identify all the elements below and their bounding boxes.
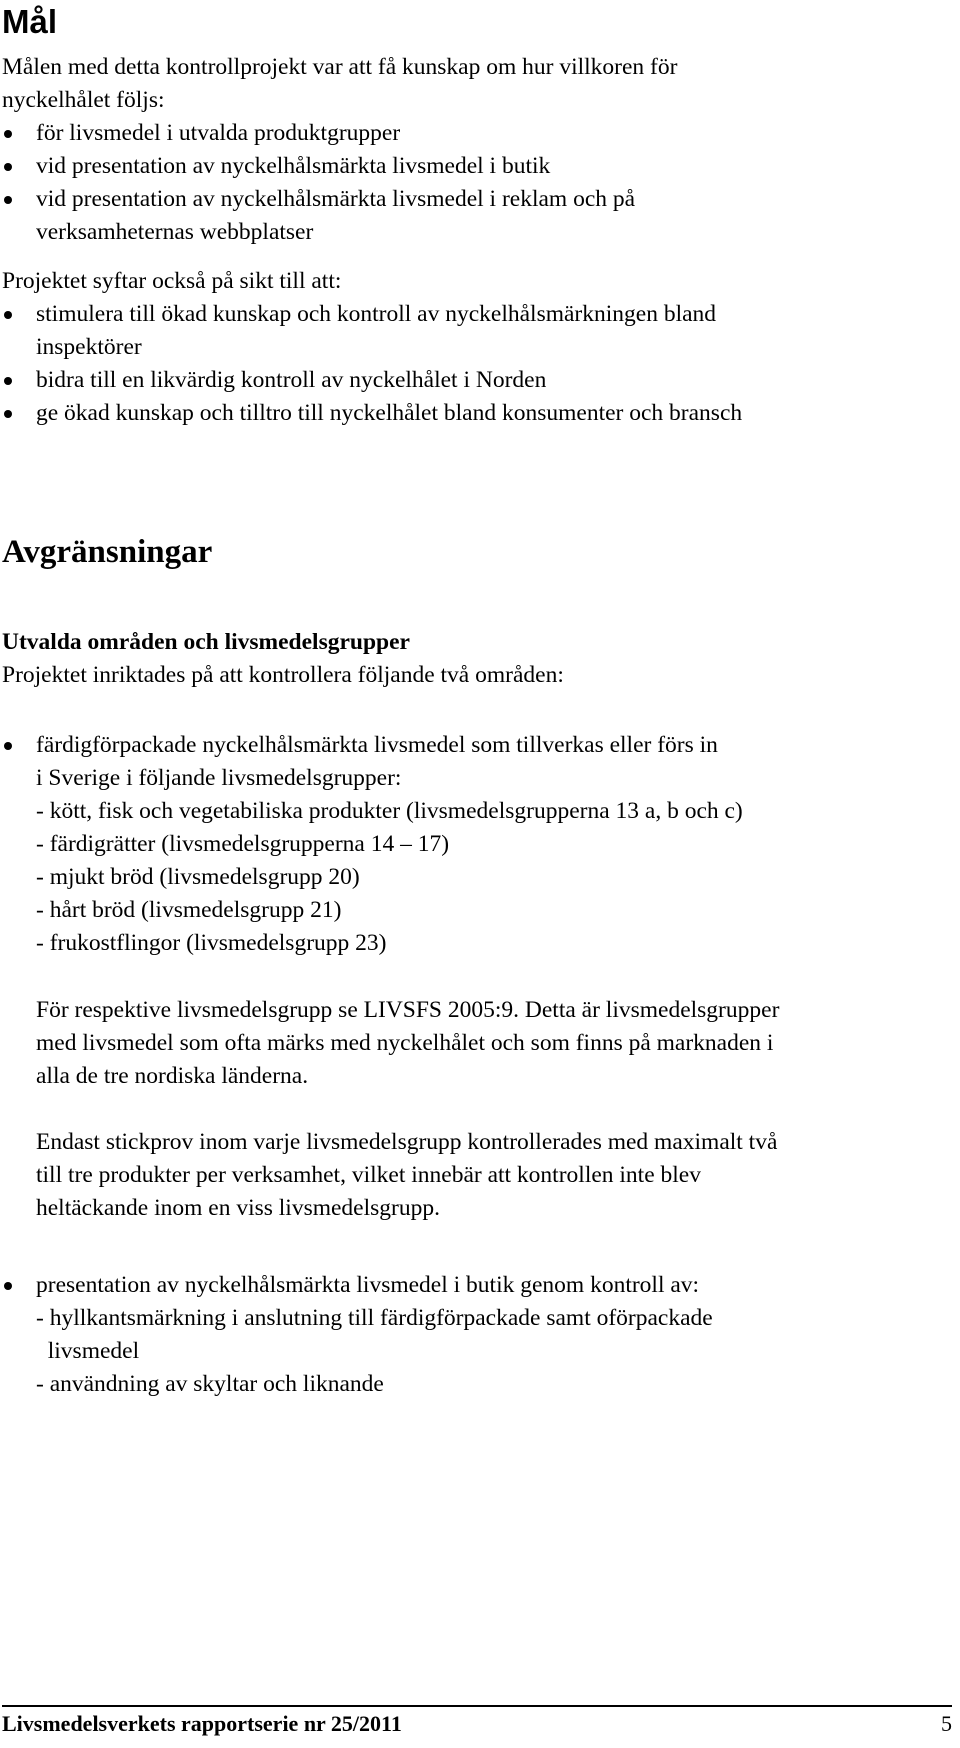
- list-item-continuation: verksamheternas webbplatser: [36, 219, 314, 245]
- text-line: heltäckande inom en viss livsmedelsgrupp.: [36, 1195, 440, 1221]
- list-item: stimulera till ökad kunskap och kontroll av nyckelhålsmärkningen bland: [2, 298, 952, 331]
- area2-list: [2, 1269, 952, 1401]
- area1-paragraph-1: [2, 994, 952, 1093]
- list-item-continuation: inspektörer: [36, 334, 142, 360]
- list-item-continuation: - kött, fisk och vegetabiliska produkter (livsmedelsgrupperna 13 a, b och c): [36, 798, 743, 824]
- footer-divider: [2, 1705, 952, 1707]
- area1-list: [2, 729, 952, 960]
- mal-intro: [2, 51, 952, 117]
- text-line: Projektet inriktades på att kontrollera följande två områden:: [2, 662, 564, 688]
- page-footer: [2, 1709, 952, 1739]
- text-line: till tre produkter per verksamhet, vilket innebär att kontrollen inte blev: [36, 1162, 701, 1188]
- list-item: bidra till en likvärdig kontroll av nyckelhålet i Norden: [2, 364, 952, 397]
- list-item-continuation: i Sverige i följande livsmedelsgrupper:: [36, 765, 402, 791]
- mal-bullet-list: [2, 117, 952, 249]
- text-line: För respektive livsmedelsgrupp se LIVSFS 2005:9. Detta är livsmedelsgrupper: [36, 997, 780, 1023]
- area1-paragraph-2: [2, 1126, 952, 1225]
- text-line: med livsmedel som ofta märks med nyckelhålet och som finns på marknaden i: [36, 1030, 774, 1056]
- list-item-continuation: - färdigrätter (livsmedelsgrupperna 14 – 17): [36, 831, 450, 857]
- text-line: Endast stickprov inom varje livsmedelsgrupp kontrollerades med maximalt två: [36, 1129, 778, 1155]
- heading-avgransningar: Avgränsningar: [2, 534, 213, 570]
- list-item: presentation av nyckelhålsmärkta livsmedel i butik genom kontroll av:: [2, 1269, 952, 1302]
- list-item-continuation: - hyllkantsmärkning i anslutning till färdigförpackade samt oförpackade: [36, 1305, 713, 1331]
- list-item: för livsmedel i utvalda produktgrupper: [2, 117, 952, 150]
- syfte-bullet-list: [2, 298, 952, 430]
- omraden-section: [2, 626, 952, 692]
- list-item: färdigförpackade nyckelhålsmärkta livsmedel som tillverkas eller förs in: [2, 729, 952, 762]
- text-line: Målen med detta kontrollprojekt var att få kunskap om hur villkoren för: [2, 54, 678, 80]
- heading-mal: Mål: [2, 3, 58, 40]
- list-item: vid presentation av nyckelhålsmärkta livsmedel i reklam och på: [2, 183, 952, 216]
- list-item: vid presentation av nyckelhålsmärkta livsmedel i butik: [2, 150, 952, 183]
- text-line: alla de tre nordiska länderna.: [36, 1063, 309, 1089]
- syfte-intro: [2, 265, 952, 298]
- page-number: 5: [941, 1711, 952, 1736]
- list-item-continuation: - hårt bröd (livsmedelsgrupp 21): [36, 897, 342, 923]
- list-item-continuation: - frukostflingor (livsmedelsgrupp 23): [36, 930, 387, 956]
- list-item-continuation: livsmedel: [36, 1338, 140, 1364]
- subheading-utvalda: Utvalda områden och livsmedelsgrupper: [2, 629, 410, 655]
- list-item-continuation: - mjukt bröd (livsmedelsgrupp 20): [36, 864, 360, 890]
- list-item: ge ökad kunskap och tilltro till nyckelhålet bland konsumenter och bransch: [2, 397, 952, 430]
- text-line: Projektet syftar också på sikt till att:: [2, 268, 342, 294]
- report-series: Livsmedelsverkets rapportserie nr 25/2011: [2, 1711, 402, 1736]
- text-line: nyckelhålet följs:: [2, 87, 165, 113]
- list-item-continuation: - användning av skyltar och liknande: [36, 1371, 384, 1397]
